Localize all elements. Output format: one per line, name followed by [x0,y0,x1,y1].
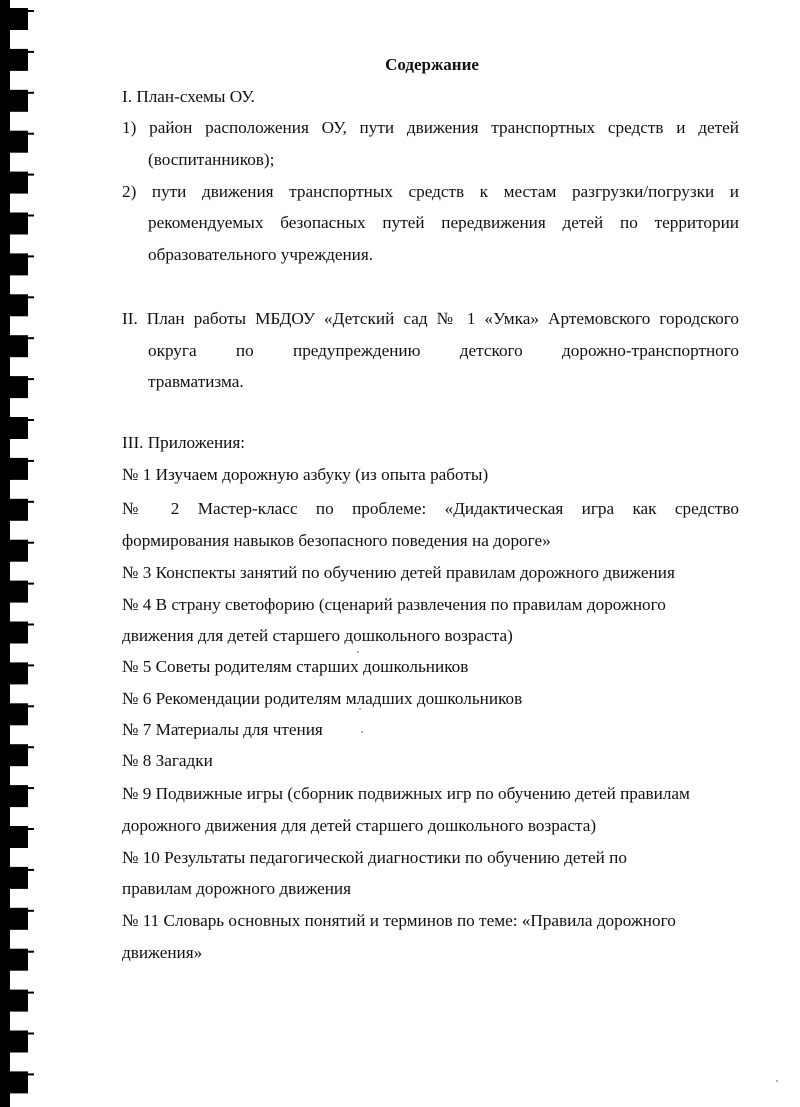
appendix-line: № 5 Советы родителям старших дошкольников [122,657,469,676]
appendix-line: № 3 Конспекты занятий по обучению детей правилам дорожного движения [122,563,675,582]
appendix-line: № 9 Подвижные игры (сборник подвижных игр по обучению детей правилам [122,784,690,803]
appendix-line: № 2 Мастер-класс по проблеме: «Дидактическая игра как средство [122,499,739,518]
section-2-line-2: округа по предупреждению детского дорожно-транспортного [148,341,739,360]
appendix-line: дорожного движения для детей старшего дошкольного возраста) [122,816,597,835]
scan-speck [359,708,361,710]
section-1-item-2-line-3: образовательного учреждения. [148,245,374,264]
section-1-item-1-line-2: (воспитанников); [148,150,275,169]
appendix-line: формирования навыков безопасного поведения на дороге» [122,531,551,550]
appendix-line: № 11 Словарь основных понятий и терминов по теме: «Правила дорожного [122,911,676,930]
section-1-heading: I. План-схемы ОУ. [122,87,255,106]
document-title: Содержание [385,55,479,74]
section-1-item-2-line-2: рекомендуемых безопасных путей передвижения детей по территории [148,213,739,232]
section-1-item-2-line-1: 2) пути движения транспортных средств к местам разгрузки/погрузки и [122,182,739,201]
appendix-line: № 6 Рекомендации родителям младших дошкольников [122,689,523,708]
scan-speck [357,651,359,653]
appendix-line: движения для детей старшего дошкольного возраста) [122,626,513,645]
scan-speck [776,1080,778,1082]
section-2-line-1: II. План работы МБДОУ «Детский сад № 1 «Умка» Артемовского городского [122,309,739,328]
appendix-line: № 10 Результаты педагогической диагностики по обучению детей по [122,848,627,867]
appendix-line: движения» [122,943,203,962]
appendix-line: правилам дорожного движения [122,879,352,898]
appendix-line: № 4 В страну светофорию (сценарий развлечения по правилам дорожного [122,595,666,614]
section-1-item-1-line-1: 1) район расположения ОУ, пути движения транспортных средств и детей [122,118,739,137]
appendix-line: № 8 Загадки [122,751,213,770]
section-3-heading: III. Приложения: [122,433,246,452]
section-2-line-3: травматизма. [148,372,244,391]
appendix-line: № 1 Изучаем дорожную азбуку (из опыта работы) [122,465,489,484]
appendix-line: № 7 Материалы для чтения [122,720,323,739]
scan-speck [361,731,363,733]
